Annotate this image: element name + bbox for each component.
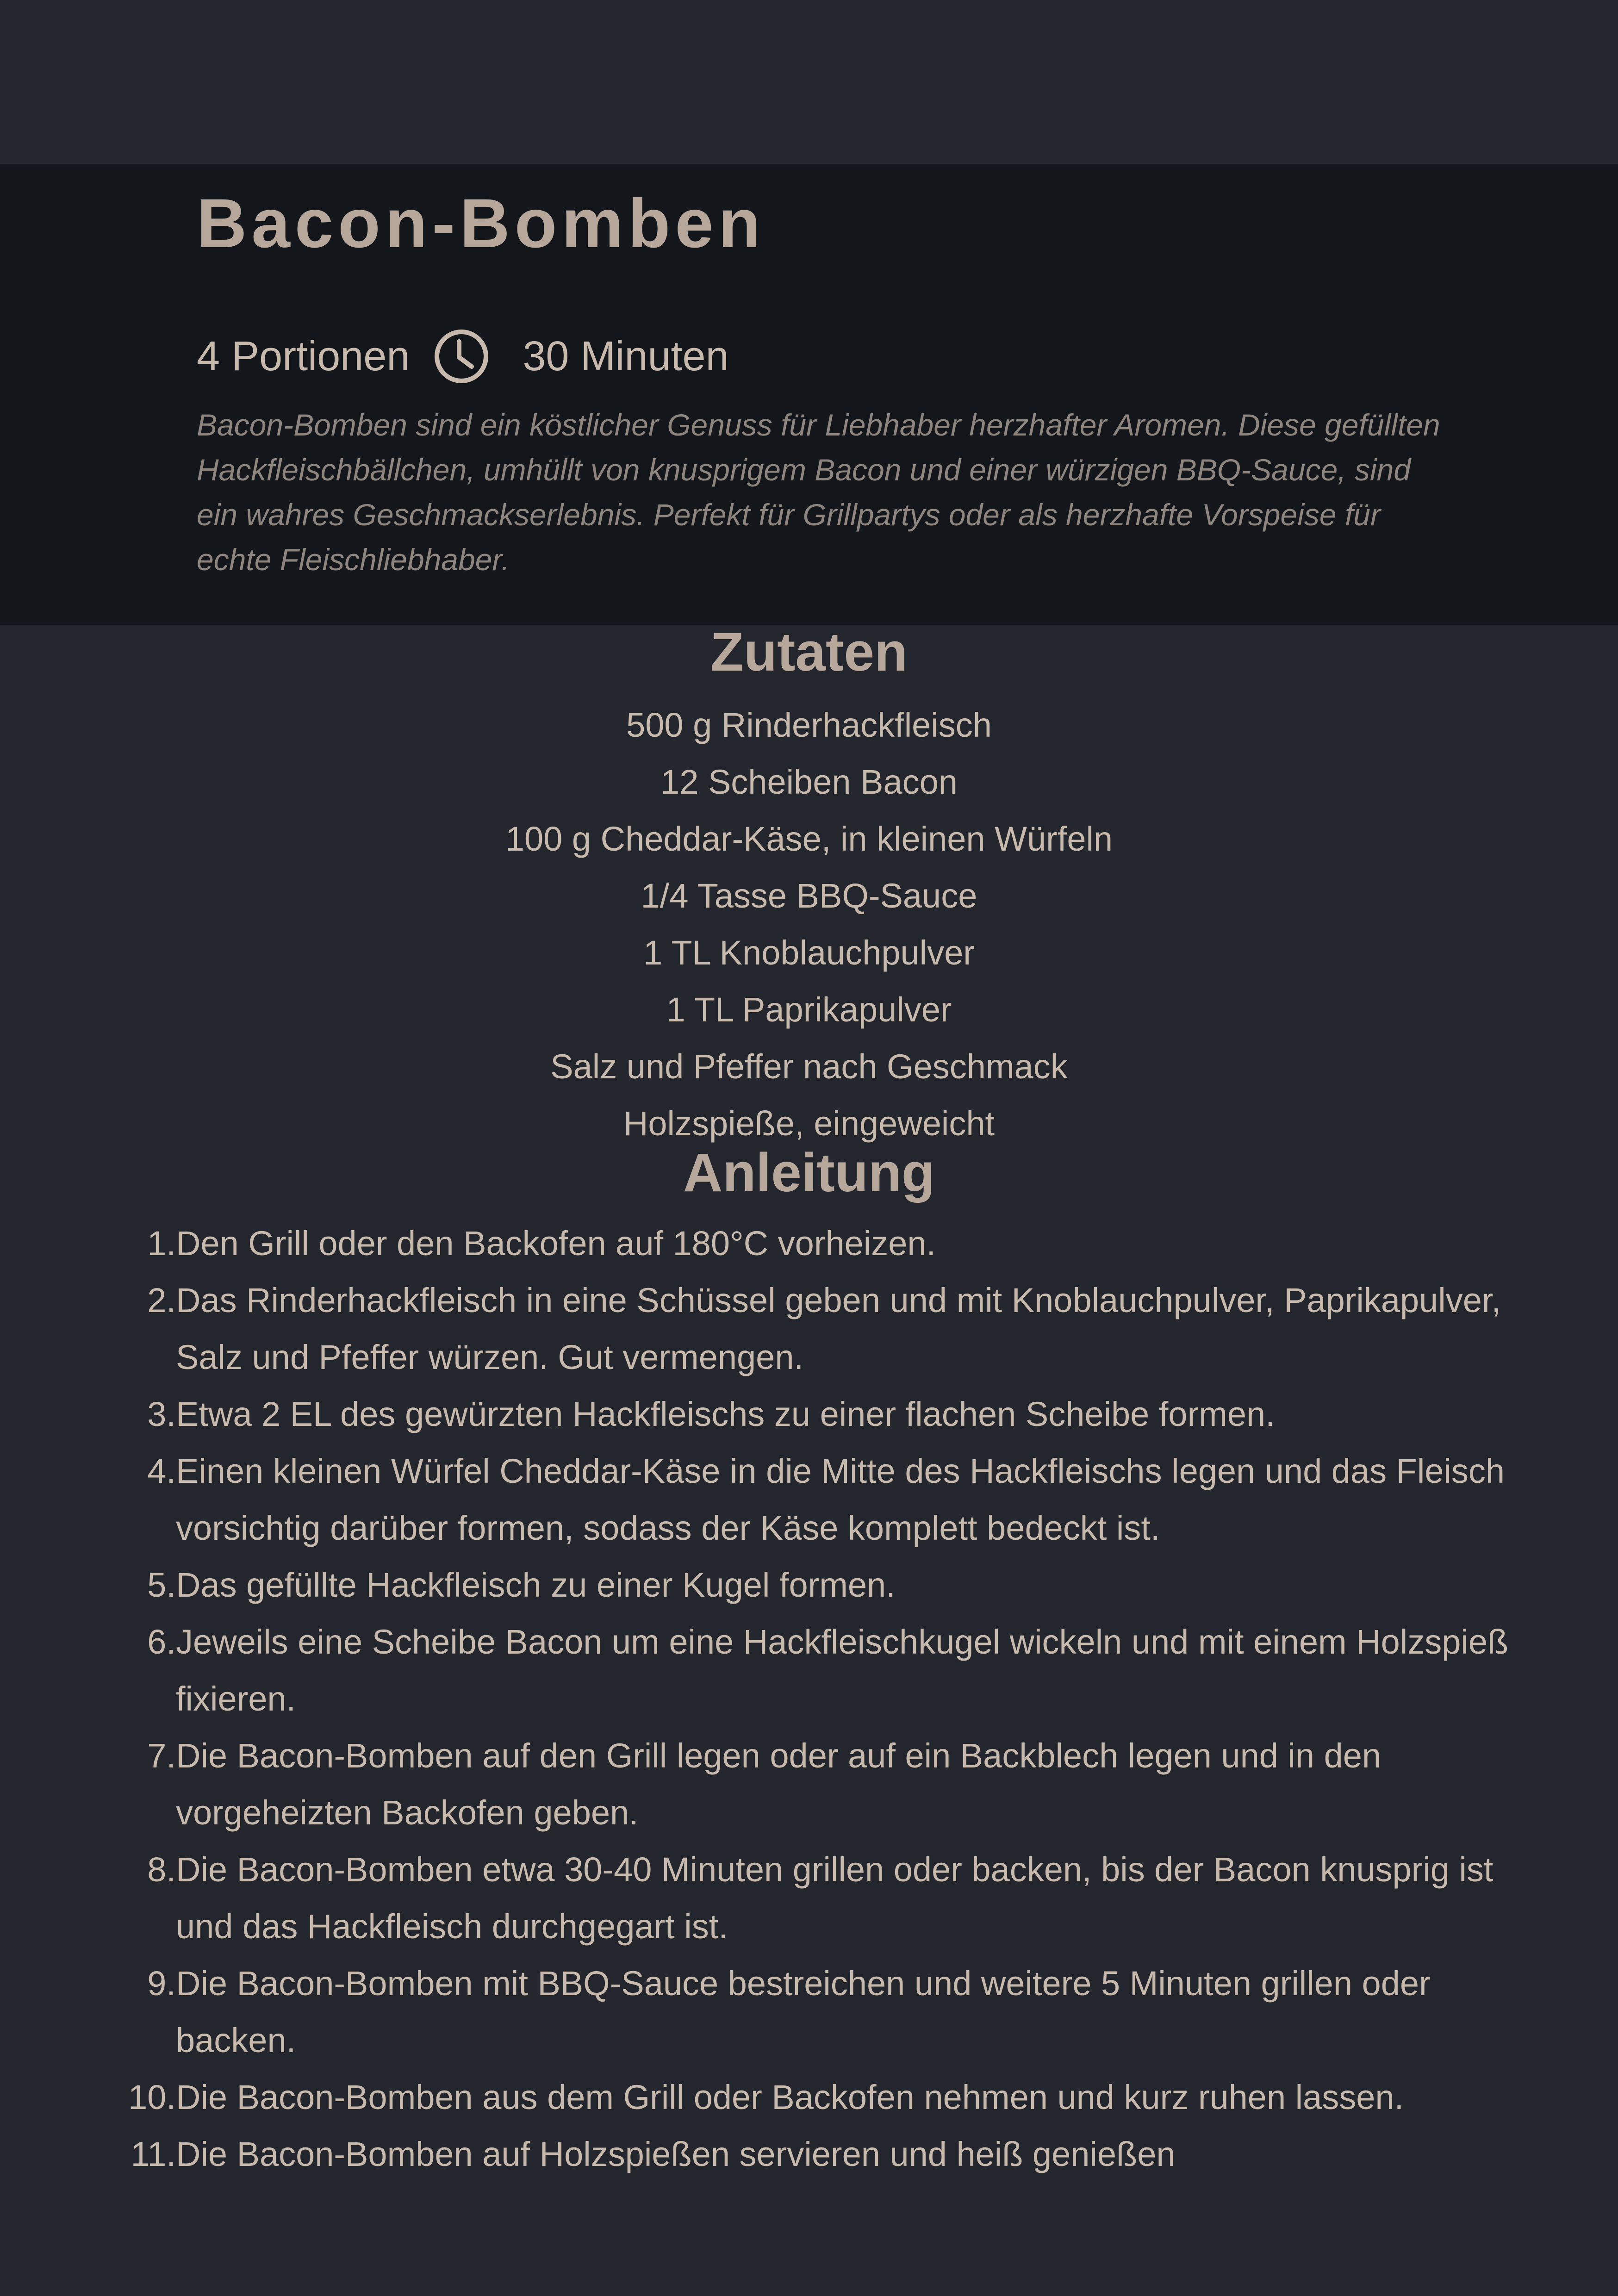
- portions-label: 4 Portionen: [197, 333, 410, 380]
- ingredient-item: 100 g Cheddar-Käse, in kleinen Würfeln: [505, 820, 1113, 858]
- instruction-step: [0, 2069, 1618, 2126]
- step-number: 3.: [147, 1395, 176, 1433]
- step-number: 10.: [128, 2078, 176, 2116]
- ingredient-item: Salz und Pfeffer nach Geschmack: [550, 1047, 1068, 1086]
- clock-icon: [433, 328, 490, 385]
- instructions-heading: Anleitung: [683, 1142, 935, 1203]
- instruction-step: [0, 1443, 1618, 1556]
- step-number: 5.: [147, 1566, 176, 1604]
- instruction-step: [0, 1386, 1618, 1443]
- instruction-step: [0, 1727, 1618, 1841]
- instruction-step: [0, 2126, 1618, 2183]
- step-number: 8.: [147, 1850, 176, 1889]
- instruction-step: [0, 1613, 1618, 1727]
- recipe-intro: Bacon-Bomben sind ein köstlicher Genuss für Liebhaber herzhafter Aromen. Diese gefüllten Hackfleischbällchen, umhüllt von knusprigem Bacon und einer würzigen BBQ-Sauce, sind ein wahres Geschmackserlebnis. Perfekt für Grillpartys oder als herzhafte Vorspeise für echte Fleischliebhaber.: [197, 408, 1440, 577]
- ingredient-item: 500 g Rinderhackfleisch: [626, 706, 992, 744]
- instruction-step: [0, 1215, 1618, 1272]
- ingredients-heading: Zutaten: [710, 622, 908, 683]
- step-text: Die Bacon-Bomben mit BBQ-Sauce bestreichen und weitere 5 Minuten grillen oder backen.: [176, 1964, 1431, 2060]
- step-number: 1.: [147, 1224, 176, 1263]
- recipe-meta: [197, 326, 729, 386]
- step-number: 2.: [147, 1281, 176, 1319]
- step-number: 4.: [147, 1452, 176, 1490]
- ingredients-list: [0, 697, 1618, 1152]
- ingredient-item: 12 Scheiben Bacon: [660, 763, 958, 801]
- step-text: Den Grill oder den Backofen auf 180°C vorheizen.: [176, 1224, 936, 1263]
- step-text: Jeweils eine Scheibe Bacon um eine Hackfleischkugel wickeln und mit einem Holzspieß fixieren.: [176, 1623, 1509, 1718]
- ingredient-item: 1 TL Knoblauchpulver: [643, 933, 975, 972]
- step-text: Die Bacon-Bomben auf Holzspießen servieren und heiß genießen: [176, 2135, 1176, 2173]
- ingredient-item: 1 TL Paprikapulver: [666, 990, 952, 1029]
- step-text: Die Bacon-Bomben aus dem Grill oder Backofen nehmen und kurz ruhen lassen.: [176, 2078, 1404, 2116]
- step-number: 6.: [147, 1623, 176, 1661]
- step-text: Einen kleinen Würfel Cheddar-Käse in die Mitte des Hackfleischs legen und das Fleisch vorsichtig darüber formen, sodass der Käse komplett bedeckt ist.: [176, 1452, 1505, 1547]
- step-number: 11.: [131, 2135, 176, 2173]
- instruction-step: [0, 1556, 1618, 1613]
- step-text: Die Bacon-Bomben auf den Grill legen oder auf ein Backblech legen und in den vorgeheizten Backofen geben.: [176, 1736, 1382, 1832]
- step-number: 9.: [147, 1964, 176, 2003]
- ingredient-item: 1/4 Tasse BBQ-Sauce: [641, 877, 977, 915]
- step-text: Die Bacon-Bomben etwa 30-40 Minuten grillen oder backen, bis der Bacon knusprig ist und das Hackfleisch durchgegart ist.: [176, 1850, 1494, 1946]
- step-text: Etwa 2 EL des gewürzten Hackfleischs zu einer flachen Scheibe formen.: [176, 1395, 1275, 1433]
- time-label: 30 Minuten: [523, 333, 729, 380]
- instructions-list: [0, 1215, 1618, 2183]
- recipe-title: Bacon-Bomben: [197, 184, 765, 262]
- instruction-step: [0, 1272, 1618, 1386]
- instruction-step: [0, 1841, 1618, 1955]
- ingredient-item: Holzspieße, eingeweicht: [623, 1104, 995, 1143]
- step-text: Das gefüllte Hackfleisch zu einer Kugel formen.: [176, 1566, 896, 1604]
- instruction-step: [0, 1955, 1618, 2069]
- step-number: 7.: [147, 1736, 176, 1775]
- step-text: Das Rinderhackfleisch in eine Schüssel geben und mit Knoblauchpulver, Paprikapulver, Salz und Pfeffer würzen. Gut vermengen.: [176, 1281, 1501, 1376]
